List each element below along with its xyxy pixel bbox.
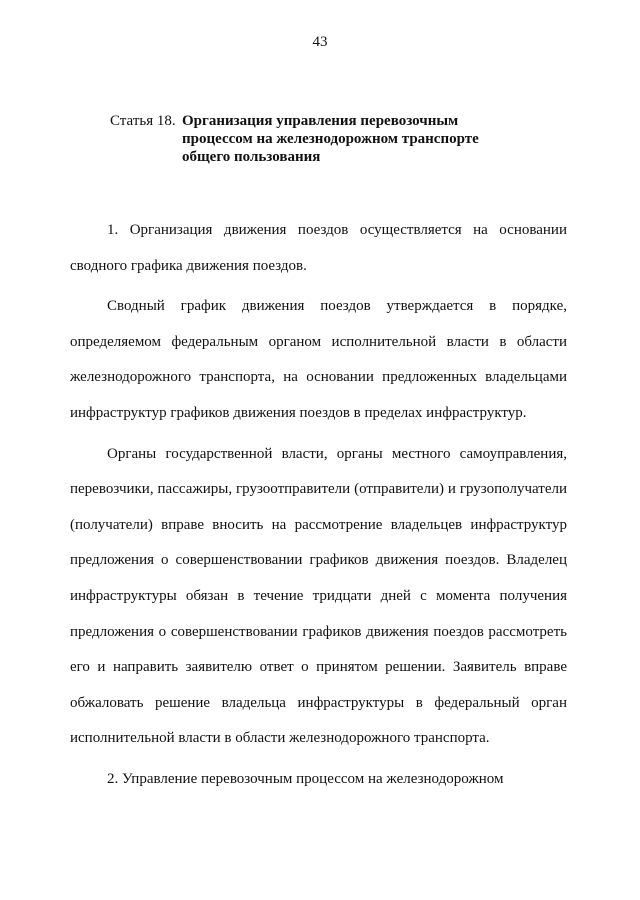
paragraph-3: Органы государственной власти, органы местного самоуправления, перевозчики, пассажиры, грузоотправители (отправители) и грузополучатели (получатели) вправе вносить на рассмотрение владельцев инфраструктур предложения о совершенствовании графиков движения поездов. Владелец инфраструктуры обязан в течение тридцати дней с момента получения предложения о совершенствовании графиков движения поездов рассмотреть его и направить заявителю ответ о принятом решении. Заявитель вправе обжаловать решение владельца инфраструктуры в федеральный орган исполнительной власти в области железнодорожного транспорта. <box>70 445 567 747</box>
article-title-line-3: общего пользования <box>182 149 321 165</box>
article-body <box>70 213 567 798</box>
article-title-line-1: Организация управления перевозочным <box>182 113 459 129</box>
article-heading <box>110 112 458 130</box>
page-number: 43 <box>312 34 328 50</box>
article-title-line-2: процессом на железнодорожном транспорте <box>182 131 479 147</box>
article-label: Статья 18. <box>110 113 176 129</box>
paragraph-2: Сводный график движения поездов утверждается в порядке, определяемом федеральным органом исполнительной власти в области железнодорожного транспорта, на основании предложенных владельцами инфраструктур графиков движения поездов в пределах инфраструктур. <box>70 298 567 421</box>
paragraph-4: 2. Управление перевозочным процессом на железнодорожном <box>107 770 504 787</box>
paragraph-1: 1. Организация движения поездов осуществляется на основании сводного графика движения поездов. <box>70 222 567 274</box>
